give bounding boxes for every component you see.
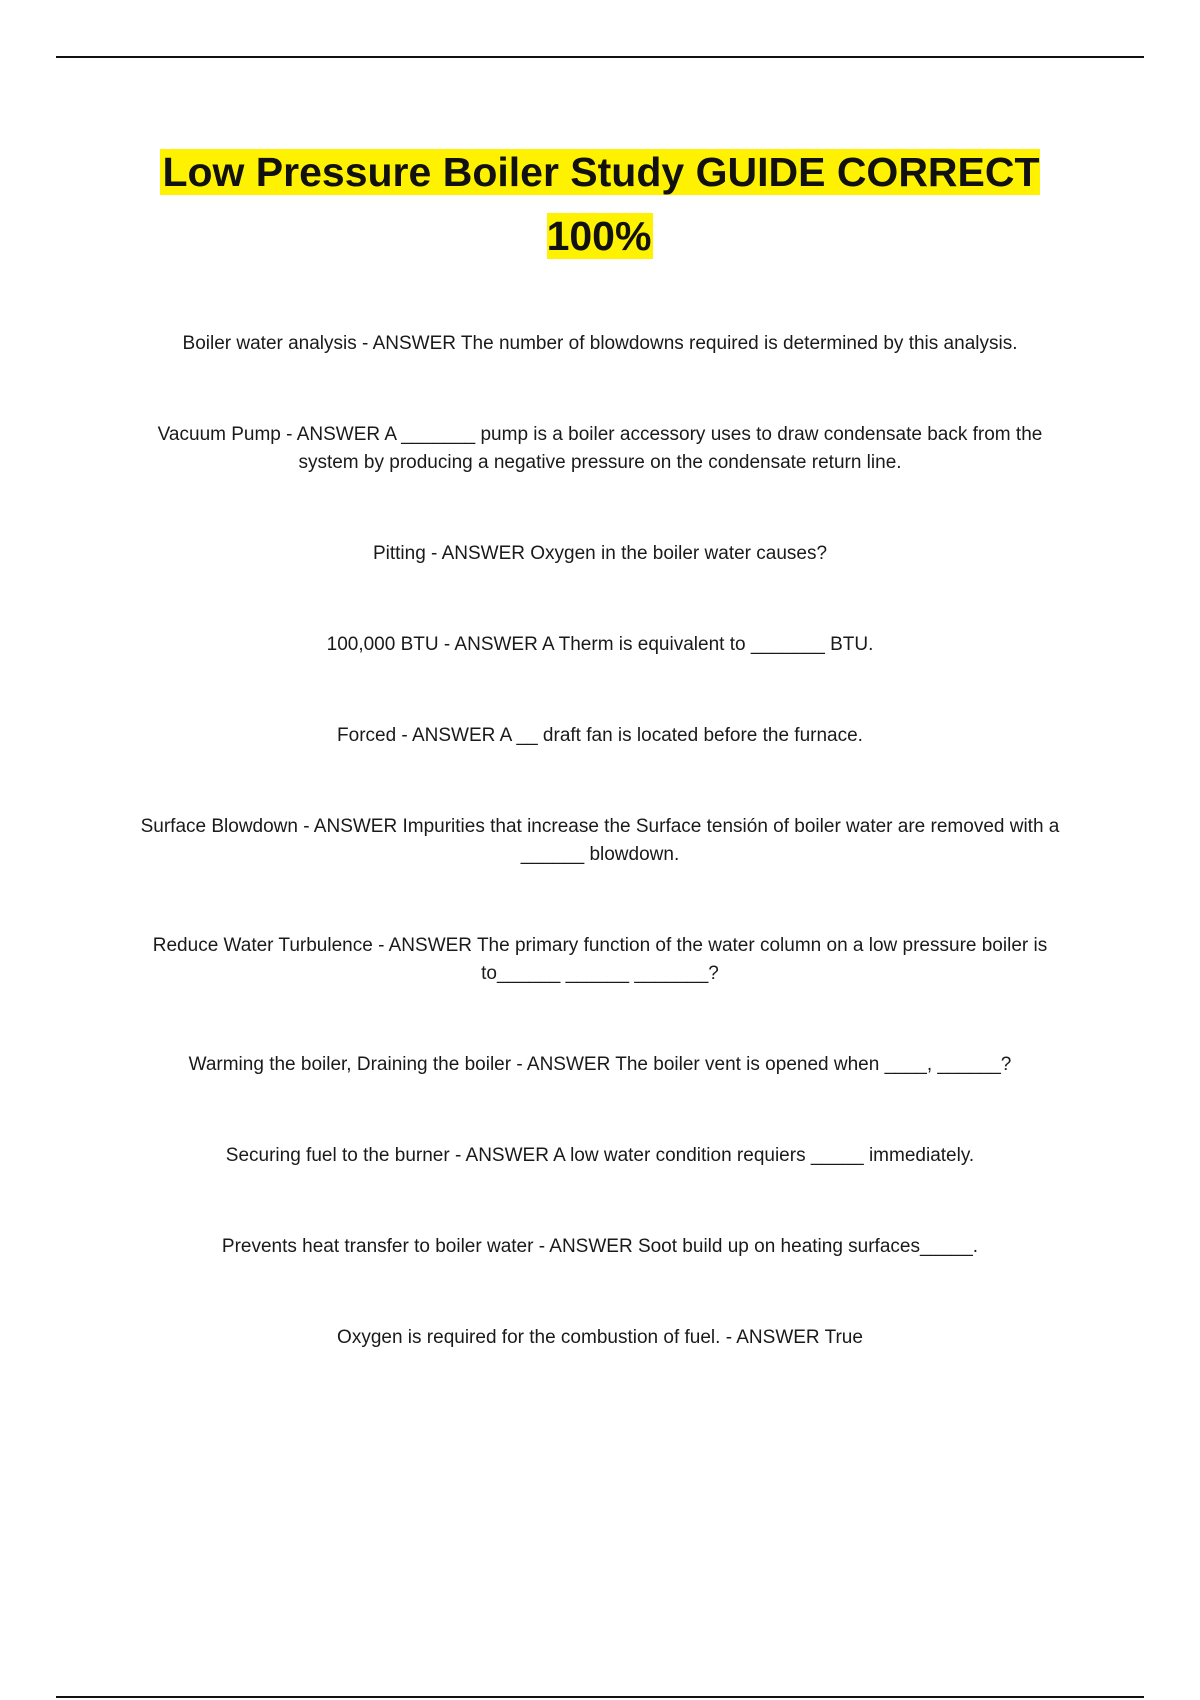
qa-item: Oxygen is required for the combustion of fuel. - ANSWER True: [337, 1327, 863, 1348]
top-rule: [56, 56, 1144, 58]
qa-item: Surface Blowdown - ANSWER Impurities that increase the Surface tensión of boiler water are removed with a ______ blowdown.: [140, 816, 1060, 865]
qa-item: 100,000 BTU - ANSWER A Therm is equivalent to _______ BTU.: [326, 634, 874, 655]
qa-item: Prevents heat transfer to boiler water - ANSWER Soot build up on heating surfaces_____.: [221, 1236, 979, 1257]
qa-item: Boiler water analysis - ANSWER The number of blowdowns required is determined by this analysis.: [182, 333, 1018, 354]
qa-item: Warming the boiler, Draining the boiler - ANSWER The boiler vent is opened when ____, ______?: [188, 1054, 1012, 1075]
title-block: [120, 140, 1080, 268]
bottom-rule: [56, 1696, 1144, 1698]
qa-item: Pitting - ANSWER Oxygen in the boiler water causes?: [372, 543, 828, 564]
qa-item: Reduce Water Turbulence - ANSWER The primary function of the water column on a low pressure boiler is to______ ______ _______?: [152, 935, 1048, 984]
qa-list: [130, 330, 1070, 1415]
qa-item: Forced - ANSWER A __ draft fan is located before the furnace.: [337, 725, 863, 746]
qa-item: Securing fuel to the burner - ANSWER A low water condition requiers _____ immediately.: [225, 1145, 975, 1166]
page-title: Low Pressure Boiler Study GUIDE CORRECT 100%: [162, 149, 1040, 259]
qa-item: Vacuum Pump - ANSWER A _______ pump is a boiler accessory uses to draw condensate back from the system by producing a negative pressure on the condensate return line.: [157, 424, 1043, 473]
